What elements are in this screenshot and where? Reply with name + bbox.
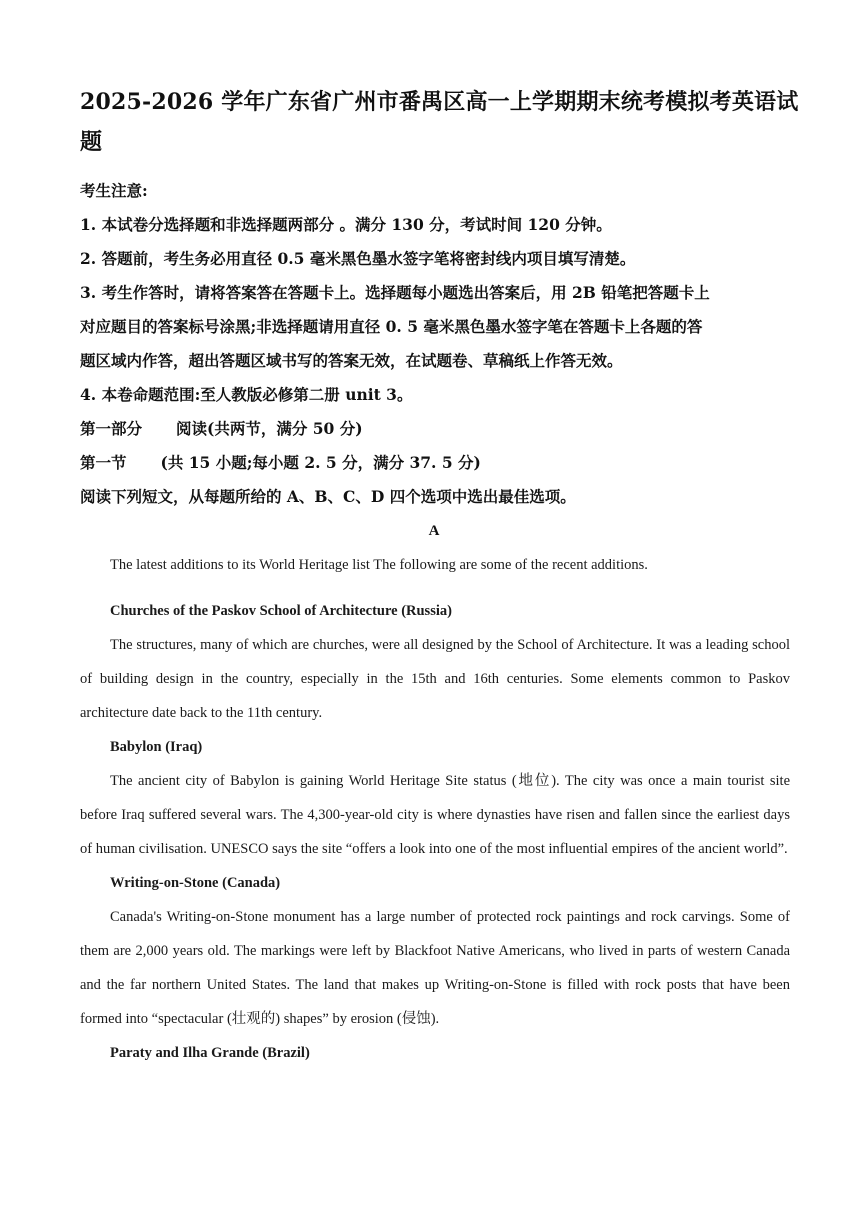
exam-notes	[80, 174, 800, 514]
section-heading-babylon: Babylon (Iraq)	[110, 739, 203, 755]
notes-item: 2. 答题前，考生务必用直径 0.5 毫米黑色墨水签字笔将密封线内项目填写清楚。	[80, 249, 636, 268]
section-label: 第一节	[80, 453, 127, 472]
passage-article	[80, 548, 790, 1070]
section-heading-paraty: Paraty and Ilha Grande (Brazil)	[110, 1045, 310, 1061]
passage-label: A	[428, 523, 440, 539]
page-title: 2025-2026 学年广东省广州市番禺区高一上学期期末统考模拟考英语试题	[80, 89, 799, 155]
part-text: 阅读(共两节，满分 50 分)	[176, 419, 363, 438]
notes-item: 3. 考生作答时，请将答案答在答题卡上。选择题每小题选出答案后，用 2B 铅笔把答题卡上	[80, 283, 710, 302]
notes-item: 题区域内作答，超出答题区域书写的答案无效，在试题卷、草稿纸上作答无效。	[80, 351, 623, 370]
notes-item: 1. 本试卷分选择题和非选择题两部分 。满分 130 分，考试时间 120 分钟。	[80, 215, 612, 234]
section-body-babylon: The ancient city of Babylon is gaining World Heritage Site status (地位). The city was once a main tourist site before Iraq suffered several wars. The 4,300-year-old city is where dynasties have risen and fallen since the earliest days of human civilisation. UNESCO says the site “offers a look into one of the most influential empires of the ancient world”.	[80, 773, 790, 857]
notes-item: 4. 本卷命题范围:至人教版必修第二册 unit 3。	[80, 385, 413, 404]
reading-instruction: 阅读下列短文，从每题所给的 A、B、C、D 四个选项中选出最佳选项。	[80, 487, 576, 506]
section-body-writing-on-stone: Canada's Writing-on-Stone monument has a large number of protected rock paintings and rock carvings. Some of them are 2,000 years old. The markings were left by Blackfoot Native Americans, who lived in parts of western Canada and the far northern United States. The land that makes up Writing-on-Stone is filled with rock posts that have been formed into “spectacular (壮观的) shapes” by erosion (侵蚀).	[80, 909, 790, 1027]
part-heading	[80, 412, 800, 446]
passage-intro: The latest additions to its World Heritage list The following are some of the recent additions.	[110, 557, 648, 573]
part-label: 第一部分	[80, 419, 143, 438]
notes-item: 对应题目的答案标号涂黑;非选择题请用直径 0. 5 毫米黑色墨水签字笔在答题卡上各题的答	[80, 317, 703, 336]
section-text: (共 15 小题;每小题 2. 5 分，满分 37. 5 分)	[160, 453, 481, 472]
section-heading	[80, 446, 800, 480]
section-heading-paskov: Churches of the Paskov School of Architecture (Russia)	[110, 603, 452, 619]
section-heading-writing-on-stone: Writing-on-Stone (Canada)	[110, 875, 281, 891]
notes-header: 考生注意:	[80, 181, 148, 200]
section-body-paskov: The structures, many of which are churches, were all designed by the School of Architecture. It was a leading school of building design in the country, especially in the 15th and 16th centuries. Some elements common to Paskov architecture date back to the 11th century.	[80, 637, 790, 721]
